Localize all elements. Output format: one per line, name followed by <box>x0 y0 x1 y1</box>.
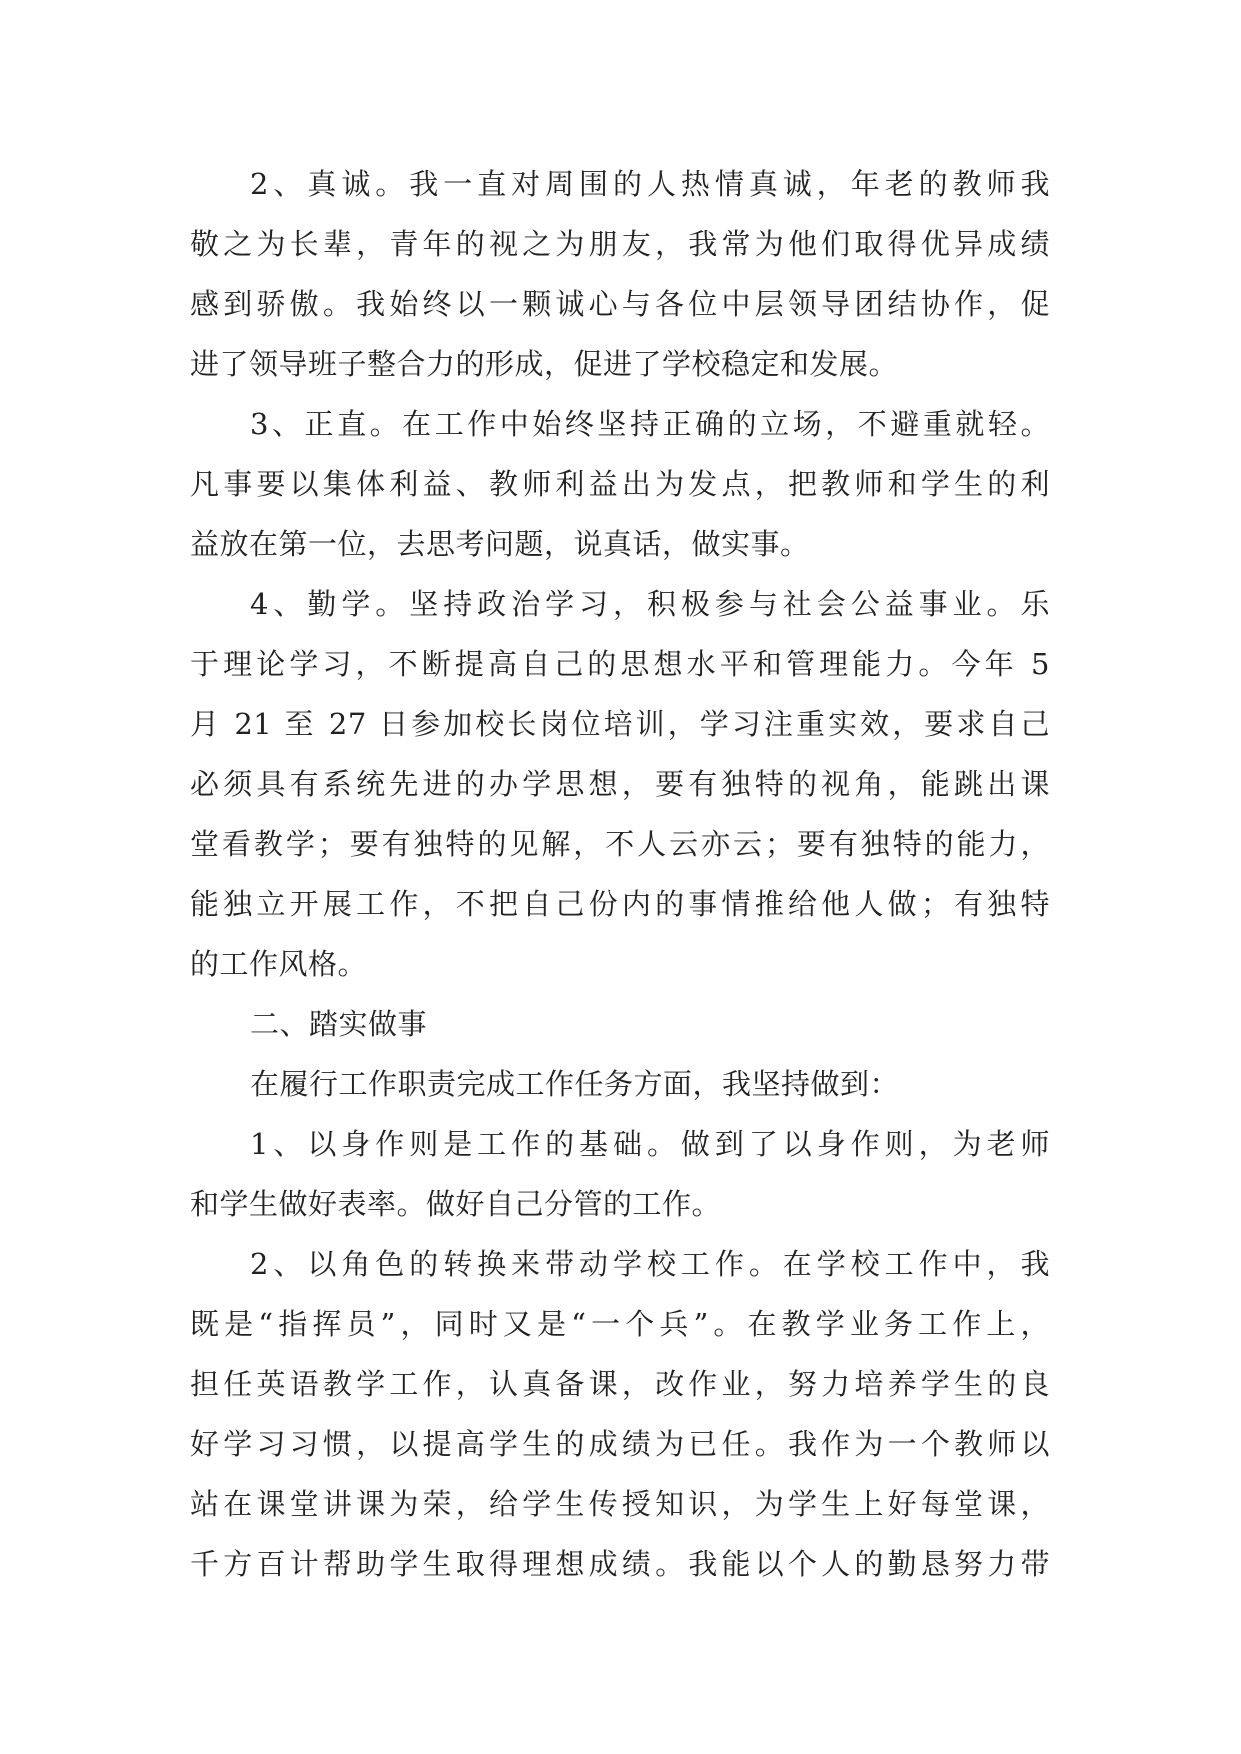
paragraph-line: 在履行工作职责完成工作任务方面，我坚持做到： <box>250 1067 900 1101</box>
paragraph-line: 担任英语教学工作，认真备课，改作业，努力培养学生的良 <box>190 1367 1050 1401</box>
paragraph-line: 站在课堂讲课为荣，给学生传授知识，为学生上好每堂课， <box>190 1487 1050 1521</box>
section-heading: 二、踏实做事 <box>250 1007 428 1041</box>
paragraph-line: 4、勤学。坚持政治学习，积极参与社会公益事业。乐 <box>250 587 1050 621</box>
paragraph-line: 既是“指挥员”，同时又是“一个兵”。在教学业务工作上， <box>190 1307 1050 1341</box>
paragraph-line: 月 21 至 27 日参加校长岗位培训，学习注重实效，要求自己 <box>190 707 1050 741</box>
paragraph-line: 能独立开展工作，不把自己份内的事情推给他人做；有独特 <box>190 887 1050 921</box>
paragraph-line: 好学习习惯，以提高学生的成绩为已任。我作为一个教师以 <box>190 1427 1050 1461</box>
paragraph-line: 必须具有系统先进的办学思想，要有独特的视角，能跳出课 <box>190 767 1050 801</box>
paragraph-line: 千方百计帮助学生取得理想成绩。我能以个人的勤恳努力带 <box>190 1547 1050 1581</box>
paragraph-line: 凡事要以集体利益、教师利益出为发点，把教师和学生的利 <box>190 467 1050 501</box>
paragraph-line: 2、真诚。我一直对周围的人热情真诚，年老的教师我 <box>250 167 1050 201</box>
paragraph-line: 感到骄傲。我始终以一颗诚心与各位中层领导团结协作，促 <box>190 287 1050 321</box>
paragraph-line: 于理论学习，不断提高自己的思想水平和管理能力。今年 5 <box>190 647 1050 681</box>
paragraph-line: 1、以身作则是工作的基础。做到了以身作则，为老师 <box>250 1127 1050 1161</box>
document-body <box>190 154 1050 1594</box>
paragraph-line: 敬之为长辈，青年的视之为朋友，我常为他们取得优异成绩 <box>190 227 1050 261</box>
paragraph-line: 2、以角色的转换来带动学校工作。在学校工作中，我 <box>250 1247 1050 1281</box>
paragraph-line: 堂看教学；要有独特的见解，不人云亦云；要有独特的能力， <box>190 827 1050 861</box>
paragraph-line: 和学生做好表率。做好自己分管的工作。 <box>190 1187 722 1221</box>
paragraph-line: 的工作风格。 <box>190 947 368 981</box>
paragraph-line: 益放在第一位，去思考问题，说真话，做实事。 <box>190 527 810 561</box>
paragraph-line: 3、正直。在工作中始终坚持正确的立场，不避重就轻。 <box>250 407 1050 441</box>
paragraph-line: 进了领导班子整合力的形成，促进了学校稳定和发展。 <box>190 347 899 381</box>
